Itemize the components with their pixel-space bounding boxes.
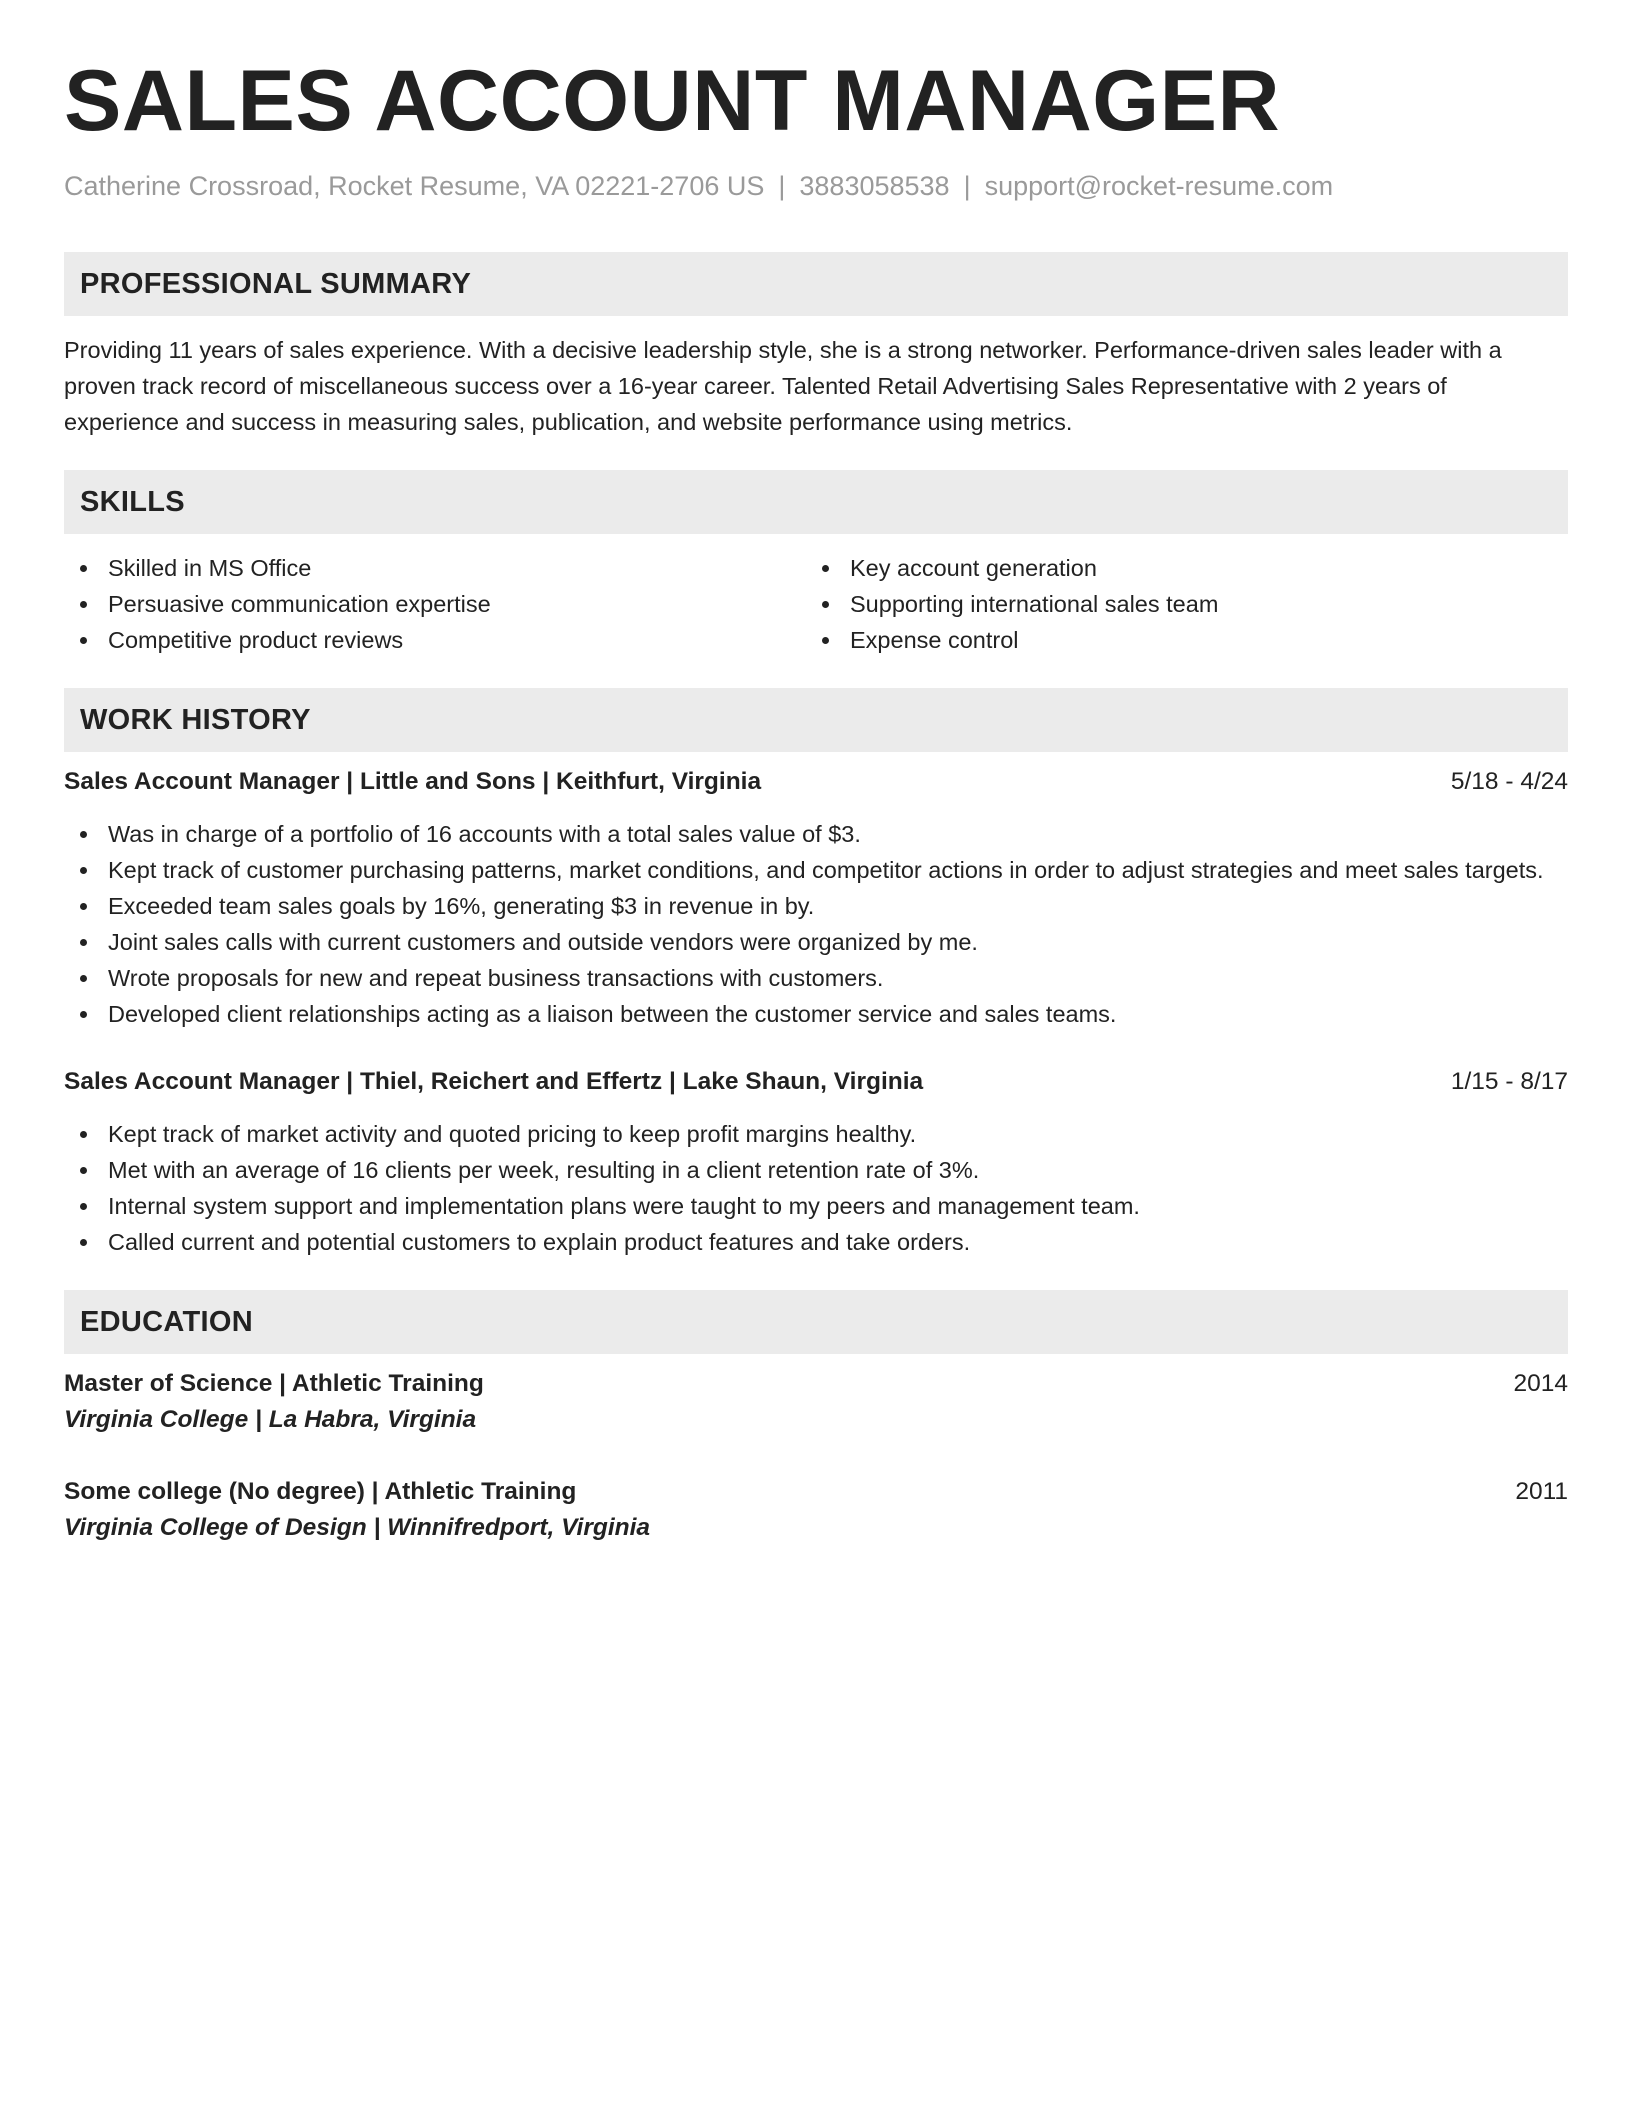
education-degree: Master of Science | Athletic Training	[64, 1370, 484, 1398]
education-degree: Some college (No degree) | Athletic Training	[64, 1478, 577, 1506]
job-header	[64, 1064, 1568, 1100]
summary-text: Providing 11 years of sales experience. With a decisive leadership style, she is a strong networker. Performance-driven sales leader with a proven track record of miscellaneous success over a 16-year career. Talented Retail Advertising Sales Representative with 2 years of experience and success in measuring sales, publication, and website performance using metrics.	[64, 337, 1502, 436]
job-bullet: Developed client relationships acting as a liaison between the customer service and sales teams.	[64, 996, 1568, 1032]
job-bullet: Wrote proposals for new and repeat business transactions with customers.	[64, 960, 1568, 996]
job-dates: 1/15 - 8/17	[1450, 1068, 1568, 1096]
contact-address: Catherine Crossroad, Rocket Resume, VA 02221-2706 US	[64, 171, 765, 201]
education-school: Virginia College of Design | Winnifredport, Virginia	[64, 1514, 651, 1542]
skill-item: Persuasive communication expertise	[64, 586, 806, 622]
job-bullets	[64, 1116, 1568, 1260]
resume-title: SALES ACCOUNT MANAGER	[64, 53, 1281, 149]
skill-item: Key account generation	[806, 550, 1548, 586]
job-bullet: Internal system support and implementation plans were taught to my peers and management team.	[64, 1188, 1568, 1224]
skills-right-column	[806, 550, 1548, 658]
job-title: Sales Account Manager | Little and Sons | Keithfurt, Virginia	[64, 768, 762, 796]
contact-separator: |	[778, 171, 786, 201]
education-year: 2011	[1515, 1478, 1568, 1506]
job-bullet: Joint sales calls with current customers and outside vendors were organized by me.	[64, 924, 1568, 960]
contact-email: support@rocket-resume.com	[984, 171, 1334, 201]
education-header	[64, 1474, 1568, 1510]
skills-left-column	[64, 550, 806, 658]
skills-heading: SKILLS	[64, 470, 1568, 534]
skill-item: Skilled in MS Office	[64, 550, 806, 586]
job-entry	[64, 1064, 1568, 1260]
job-bullet: Was in charge of a portfolio of 16 accounts with a total sales value of $3.	[64, 816, 1568, 852]
skill-item: Supporting international sales team	[806, 586, 1548, 622]
education-heading: EDUCATION	[64, 1290, 1568, 1354]
job-bullet: Met with an average of 16 clients per week, resulting in a client retention rate of 3%.	[64, 1152, 1568, 1188]
job-dates: 5/18 - 4/24	[1450, 768, 1568, 796]
contact-line	[64, 170, 1568, 202]
job-bullet: Kept track of market activity and quoted pricing to keep profit margins healthy.	[64, 1116, 1568, 1152]
resume-page	[64, 53, 1568, 1546]
education-entry	[64, 1474, 1568, 1546]
skill-item: Competitive product reviews	[64, 622, 806, 658]
skills-columns	[64, 550, 1568, 658]
job-bullet: Kept track of customer purchasing patterns, market conditions, and competitor actions in order to adjust strategies and meet sales targets.	[64, 852, 1568, 888]
job-entry	[64, 764, 1568, 1032]
contact-phone: 3883058538	[799, 171, 950, 201]
job-bullet: Exceeded team sales goals by 16%, generating $3 in revenue in by.	[64, 888, 1568, 924]
job-bullet: Called current and potential customers to explain product features and take orders.	[64, 1224, 1568, 1260]
education-year: 2014	[1513, 1370, 1568, 1398]
skill-item: Expense control	[806, 622, 1548, 658]
job-bullets	[64, 816, 1568, 1032]
job-header	[64, 764, 1568, 800]
contact-separator: |	[963, 171, 971, 201]
education-header	[64, 1366, 1568, 1402]
education-school: Virginia College | La Habra, Virginia	[64, 1406, 477, 1434]
summary-heading: PROFESSIONAL SUMMARY	[64, 252, 1568, 316]
work-history-heading: WORK HISTORY	[64, 688, 1568, 752]
education-entry	[64, 1366, 1568, 1438]
job-title: Sales Account Manager | Thiel, Reichert and Effertz | Lake Shaun, Virginia	[64, 1068, 924, 1096]
